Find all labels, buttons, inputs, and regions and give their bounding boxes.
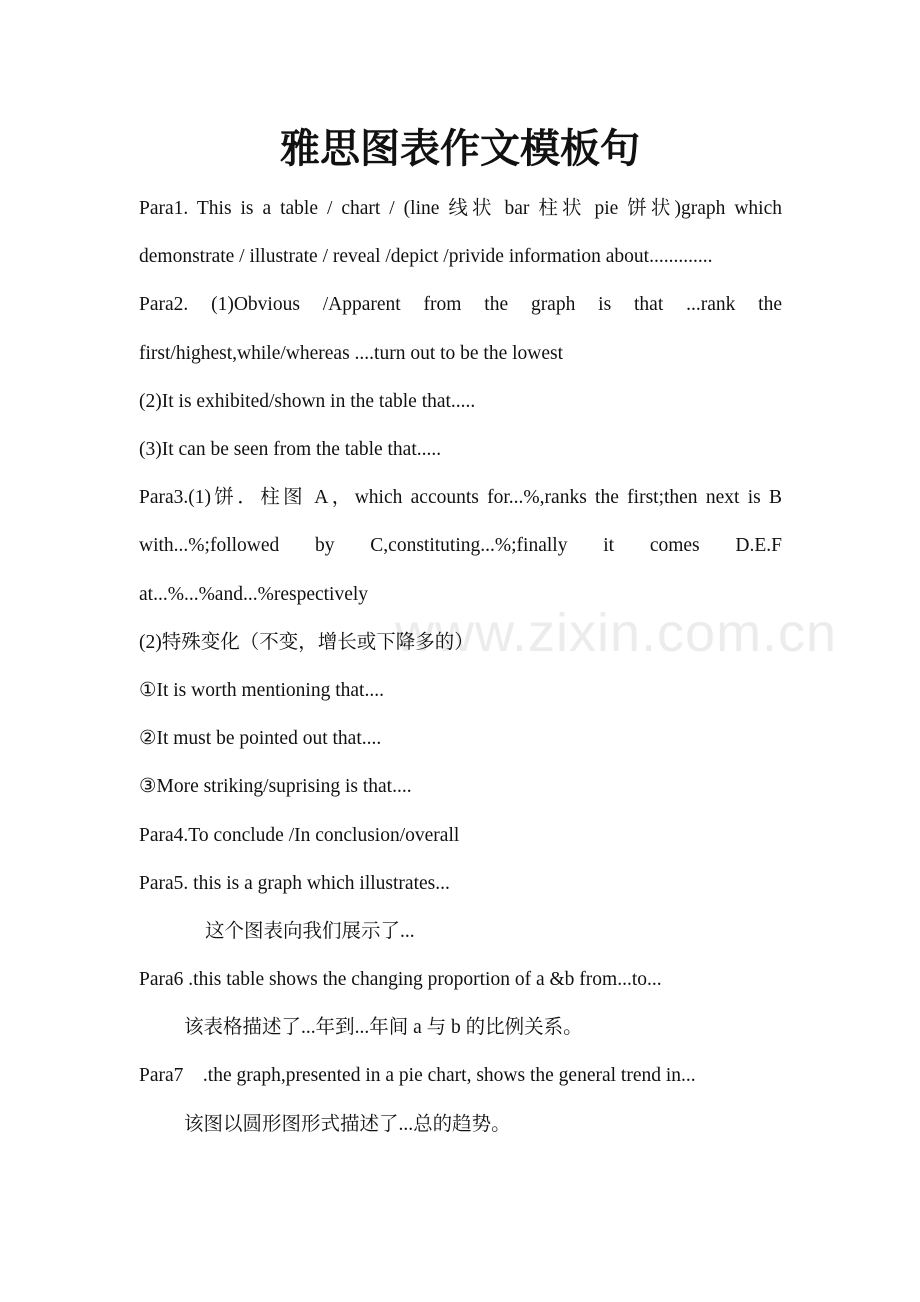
paragraph-para2-item2: (2)It is exhibited/shown in the table that.....	[139, 390, 476, 412]
paragraph-para1: Para1. This is a table / chart / (line 线状 bar 柱状 pie 饼状)graph which demonstrate / illustrate / reveal /depict /privide information about.............	[139, 198, 782, 268]
paragraph-para3-item2: (2)特殊变化（不变，增长或下降多的）	[139, 631, 474, 653]
paragraph-para5: Para5. this is a graph which illustrates...	[139, 872, 450, 894]
list-item-pointed-out: ②It must be pointed out that....	[139, 728, 382, 750]
paragraph-para2: Para2. (1)Obvious /Apparent from the graph is that ...rank the first/highest,while/whereas ....turn out to be the lowest	[139, 294, 782, 364]
paragraph-para5-translation: 这个图表向我们展示了...	[205, 920, 415, 942]
paragraph-para4: Para4.To conclude /In conclusion/overall	[139, 824, 460, 846]
paragraph-para3: Para3.(1)饼．柱图 A，which accounts for...%,ranks the first;then next is B with...%;followed by C,constituting...%;finally it comes D.E.F at...%...%and...%respectively	[139, 487, 782, 605]
paragraph-para6-translation: 该表格描述了...年到...年间 a 与 b 的比例关系。	[184, 1017, 583, 1039]
paragraph-para2-item3: (3)It can be seen from the table that.....	[139, 439, 442, 460]
paragraph-para6: Para6 .this table shows the changing proportion of a &b from...to...	[139, 969, 662, 991]
paragraph-para7: Para7 .the graph,presented in a pie chart, shows the general trend in...	[139, 1065, 696, 1087]
document-body	[139, 185, 782, 1149]
watermark: www.zixin.com.cn	[395, 603, 838, 663]
page-title: 雅思图表作文模板句	[280, 125, 640, 172]
paragraph-para7-translation: 该图以圆形图形式描述了...总的趋势。	[184, 1113, 511, 1135]
list-item-more-striking: ③More striking/suprising is that....	[139, 776, 412, 798]
list-item-worth-mentioning: ①It is worth mentioning that....	[139, 679, 384, 701]
